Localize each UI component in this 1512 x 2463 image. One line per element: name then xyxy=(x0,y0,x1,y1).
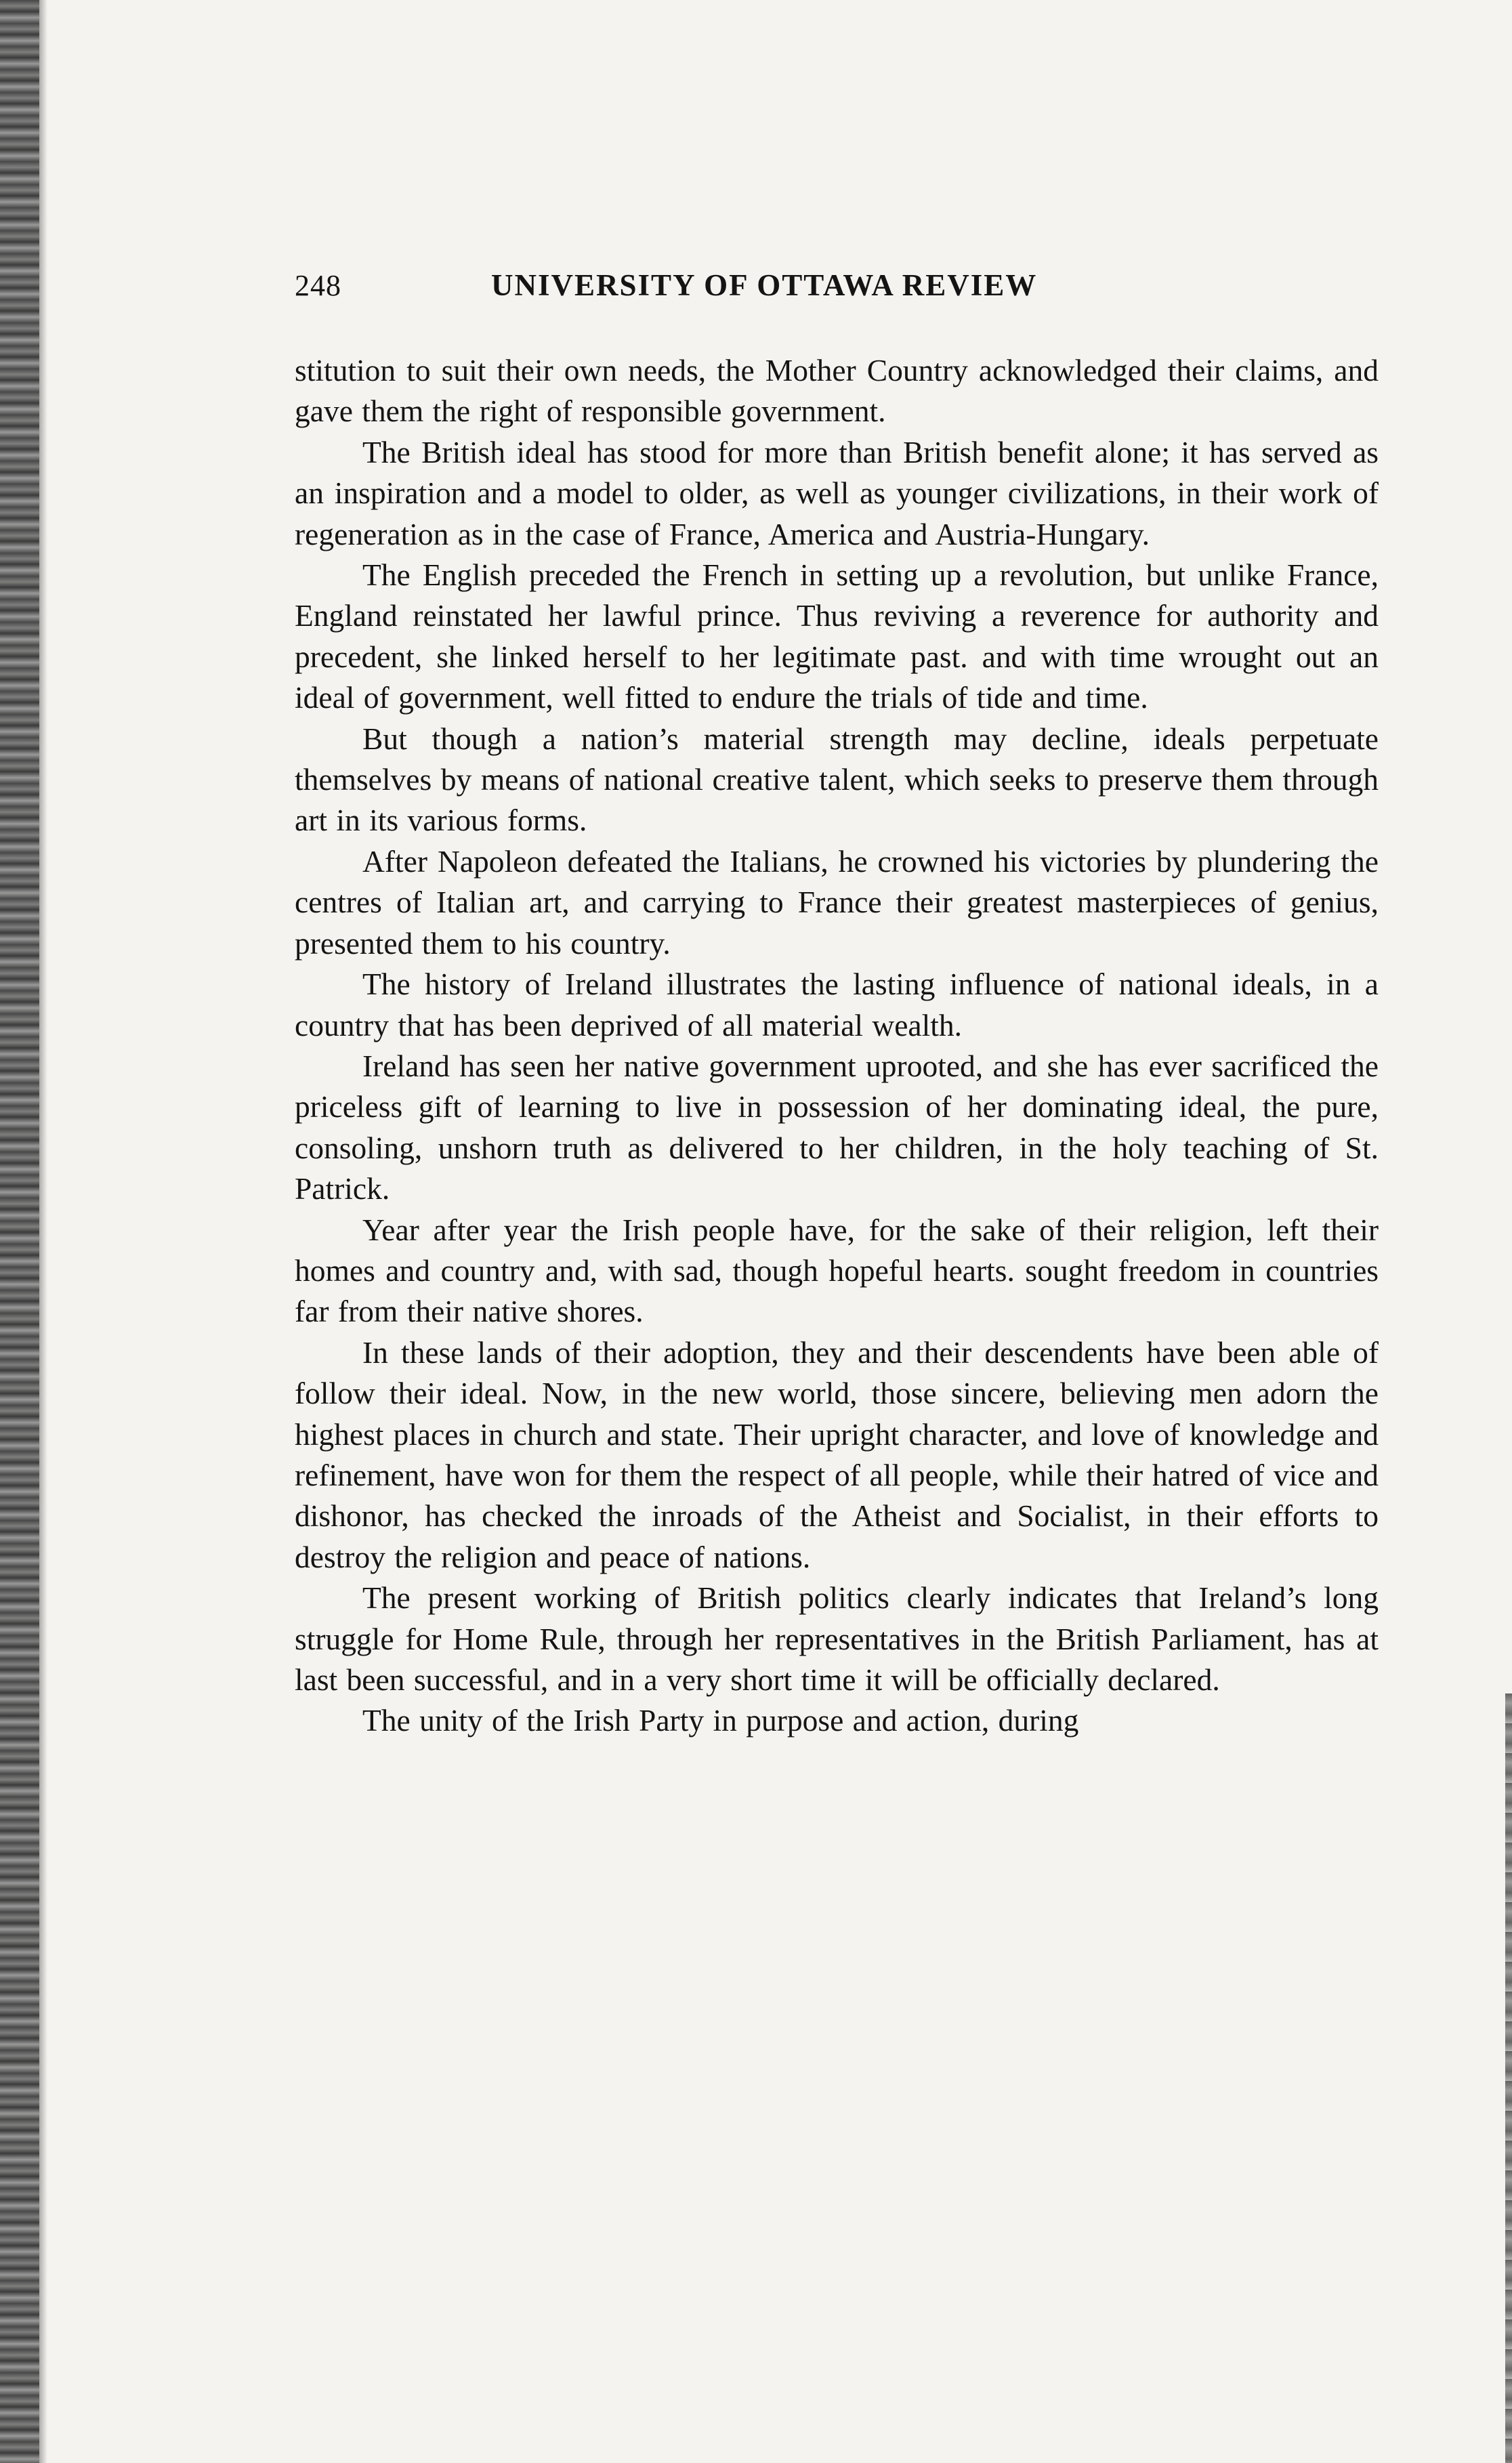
scan-binding-edge xyxy=(0,0,39,2463)
running-head xyxy=(295,268,1379,322)
scan-right-edge xyxy=(1505,1693,1512,2463)
page-number: 248 xyxy=(295,269,341,302)
book-page xyxy=(295,268,1379,1742)
paragraph-10: The present working of British politics clearly indicates that Ireland’s long struggle for Home Rule, through her representatives in the British Parliament, has at last been successful, and in a very short time it will be officially declared. xyxy=(295,1580,1379,1697)
paragraph-11: The unity of the Irish Party in purpose and action, during xyxy=(362,1703,1079,1738)
paragraph-2: The British ideal has stood for more than British benefit alone; it has served as an inspiration and a model to older, as well as younger civilizations, in their work of regeneration as in the case of France, America and Austria-Hungary. xyxy=(295,434,1379,551)
body-text xyxy=(295,350,1379,1742)
paragraph-1: stitution to suit their own needs, the Mother Country acknowledged their claims, and gave them the right of responsible government. xyxy=(295,353,1379,429)
paragraph-8: Year after year the Irish people have, for the sake of their religion, left their homes and country and, with sad, though hopeful hearts. sought freedom in countries far from their native shores. xyxy=(295,1212,1379,1329)
journal-title: UNIVERSITY OF OTTAWA REVIEW xyxy=(491,268,1038,302)
paragraph-6: The history of Ireland illustrates the lasting influence of national ideals, in a country that has been deprived of all material wealth. xyxy=(295,967,1379,1043)
paragraph-7: Ireland has seen her native government uprooted, and she has ever sacrificed the priceless gift of learning to live in possession of her dominating ideal, the pure, consoling, unshorn truth as delivered to her children, in the holy teaching of St. Patrick. xyxy=(295,1048,1379,1206)
paragraph-5: After Napoleon defeated the Italians, he crowned his victories by plundering the centres of Italian art, and carrying to France their greatest masterpieces of genius, presented them to his country. xyxy=(295,843,1379,961)
paragraph-9: In these lands of their adoption, they and their descendents have been able of follow their ideal. Now, in the new world, those sincere, believing men adorn the highest places in church and state. Their upright character, and love of knowledge and refinement, have won for them the respect of all people, while their hatred of vice and dishonor, has checked the inroads of the Atheist and Socialist, in their efforts to destroy the religion and peace of nations. xyxy=(295,1334,1379,1574)
paragraph-4: But though a nation’s material strength may decline, ideals perpetuate themselves by means of national creative talent, which seeks to preserve them through art in its various forms. xyxy=(295,721,1379,838)
paragraph-3: The English preceded the French in setting up a revolution, but unlike France, England reinstated her lawful prince. Thus reviving a reverence for authority and precedent, she linked herself to her legitimate past. and with time wrought out an ideal of government, well fitted to endure the trials of tide and time. xyxy=(295,557,1379,715)
